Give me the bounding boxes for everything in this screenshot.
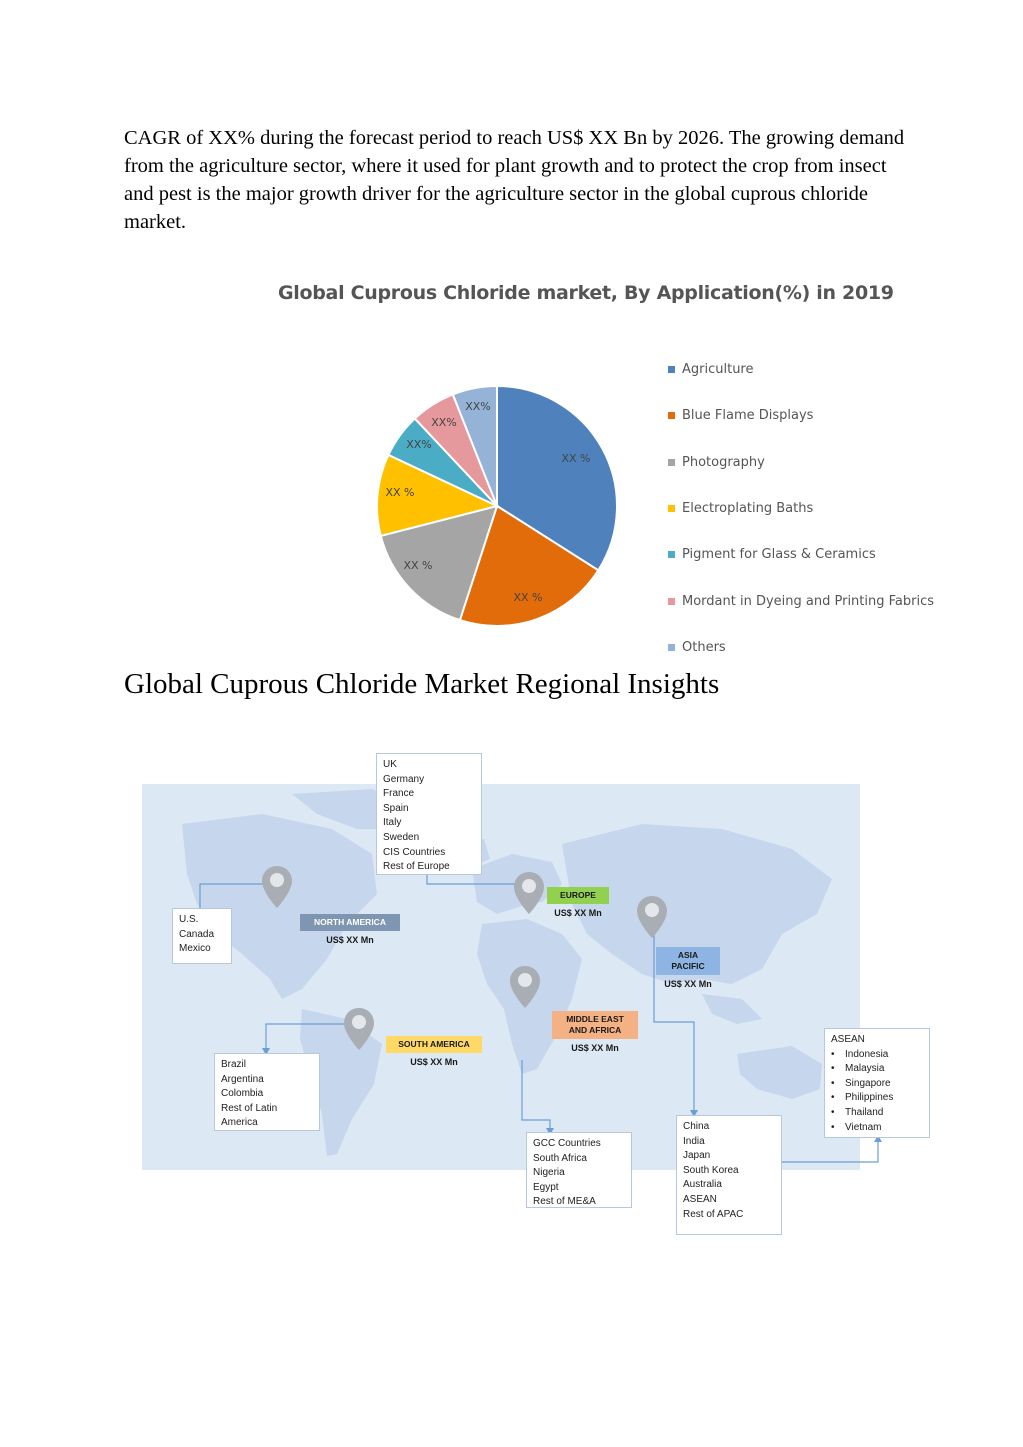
country-list-item: South Korea [683,1164,739,1176]
country-list-item: Colombia [221,1088,264,1100]
legend-label: Pigment for Glass & Ceramics [682,547,876,563]
region-south-america [386,1036,482,1067]
pie-data-label: XX% [465,400,491,413]
legend-swatch [668,505,675,512]
legend-swatch [668,366,675,373]
country-list-item: France [383,788,415,800]
country-list-item: Rest of Europe [383,861,450,873]
legend-swatch [668,598,675,605]
country-list-item: • Indonesia [831,1048,923,1063]
intro-text [124,124,914,236]
country-list-item: China [683,1121,710,1132]
region-north-america [300,914,400,945]
country-list-item: Egypt [533,1181,559,1193]
legend-label: Mordant in Dyeing and Printing Fabrics [682,593,935,609]
country-list-item: Spain [383,802,409,814]
section-heading: Global Cuprous Chloride Market Regional Insights [124,668,720,700]
europe-country-list [376,753,482,875]
country-list-item: Mexico [179,943,211,955]
country-list-item: India [683,1135,705,1147]
country-list-item: ASEAN [831,1034,865,1045]
chart-title: Global Cuprous Chloride market, By Application(%) in 2019 [278,282,894,304]
country-list-item: Argentina [221,1073,264,1085]
pie-chart [360,375,630,635]
country-list-item: U.S. [179,914,199,925]
region-north-america-value: US$ XX Mn [326,935,374,945]
location-pin-icon [635,894,669,940]
country-list-item: Sweden [383,831,420,843]
country-list-item: GCC Countries [533,1138,601,1149]
country-list-item: Rest of Latin [221,1102,278,1114]
legend-label: Agriculture [682,362,754,377]
legend-label: Electroplating Baths [682,500,814,516]
country-list-item: ASEAN [683,1193,717,1205]
country-list-item: • Thailand [831,1106,923,1121]
country-list-item: South Africa [533,1152,587,1164]
legend-item [668,501,813,516]
pie-data-label: XX % [385,486,415,499]
region-asia-pacific-value: US$ XX Mn [664,979,712,989]
pie-data-label: XX % [513,591,543,604]
pie-data-label: XX % [561,452,591,465]
legend-item [668,362,754,377]
country-list-item: Brazil [221,1059,247,1070]
legend-swatch [668,459,675,466]
country-list-item: Nigeria [533,1167,565,1179]
region-asia-pacific [656,947,720,989]
country-list-item: Rest of ME&A [533,1196,596,1208]
location-pin-icon [512,870,546,916]
pie-data-label: XX% [431,416,457,429]
country-list-item: • Singapore [831,1077,923,1092]
legend-label: Blue Flame Displays [682,408,814,424]
location-pin-icon [260,864,294,910]
legend-item [668,594,934,609]
region-south-america-value: US$ XX Mn [410,1057,458,1067]
region-europe-value: US$ XX Mn [554,908,602,918]
region-middle-east-africa-value: US$ XX Mn [571,1043,619,1053]
legend-item [668,408,813,423]
legend-label: Others [682,639,726,655]
north-america-country-list [172,908,232,964]
country-list-item: • Malaysia [831,1062,923,1077]
country-list-item: Rest of APAC [683,1208,744,1220]
country-list-item: Italy [383,817,402,829]
location-pin-icon [508,964,542,1010]
region-europe-tag: EUROPE [547,887,609,904]
legend-item [668,455,765,470]
legend-item [668,640,726,655]
region-middle-east-africa-tag: MIDDLE EAST AND AFRICA [552,1011,638,1039]
pie-data-label: XX % [403,559,433,572]
country-list-item: Canada [179,928,215,940]
country-list-item: America [221,1117,258,1129]
country-list-item: CIS Countries [383,846,446,858]
country-list-item: • Vietnam [831,1121,923,1136]
country-list-item: UK [383,759,397,770]
legend-swatch [668,644,675,651]
asean-country-list [824,1028,930,1138]
region-asia-pacific-tag: ASIA PACIFIC [656,947,720,975]
legend-item [668,547,876,562]
region-north-america-tag: NORTH AMERICA [300,914,400,931]
location-pin-icon [342,1006,376,1052]
legend-label: Photography [682,454,765,470]
asia-pacific-country-list [676,1115,782,1235]
legend-swatch [668,551,675,558]
middle-east-africa-country-list [526,1132,632,1208]
country-list-item: Australia [683,1179,722,1191]
country-list-item: Germany [383,773,425,785]
regional-map [142,750,942,1240]
legend-swatch [668,412,675,419]
south-america-country-list [214,1053,320,1131]
intro-paragraph: CAGR of XX% during the forecast period to reach US$ XX Bn by 2026. The growing demand from the agriculture sector, where it used for plant growth and to protect the crop from insect and pest is the major growth driver for the agriculture sector in the global cuprous chloride market. [124,127,905,233]
country-list-item: Japan [683,1150,711,1162]
pie-data-label: XX% [406,438,432,451]
region-middle-east-africa [552,1011,638,1053]
region-south-america-tag: SOUTH AMERICA [386,1036,482,1053]
country-list-item: • Philippines [831,1091,923,1106]
region-europe [547,887,609,918]
